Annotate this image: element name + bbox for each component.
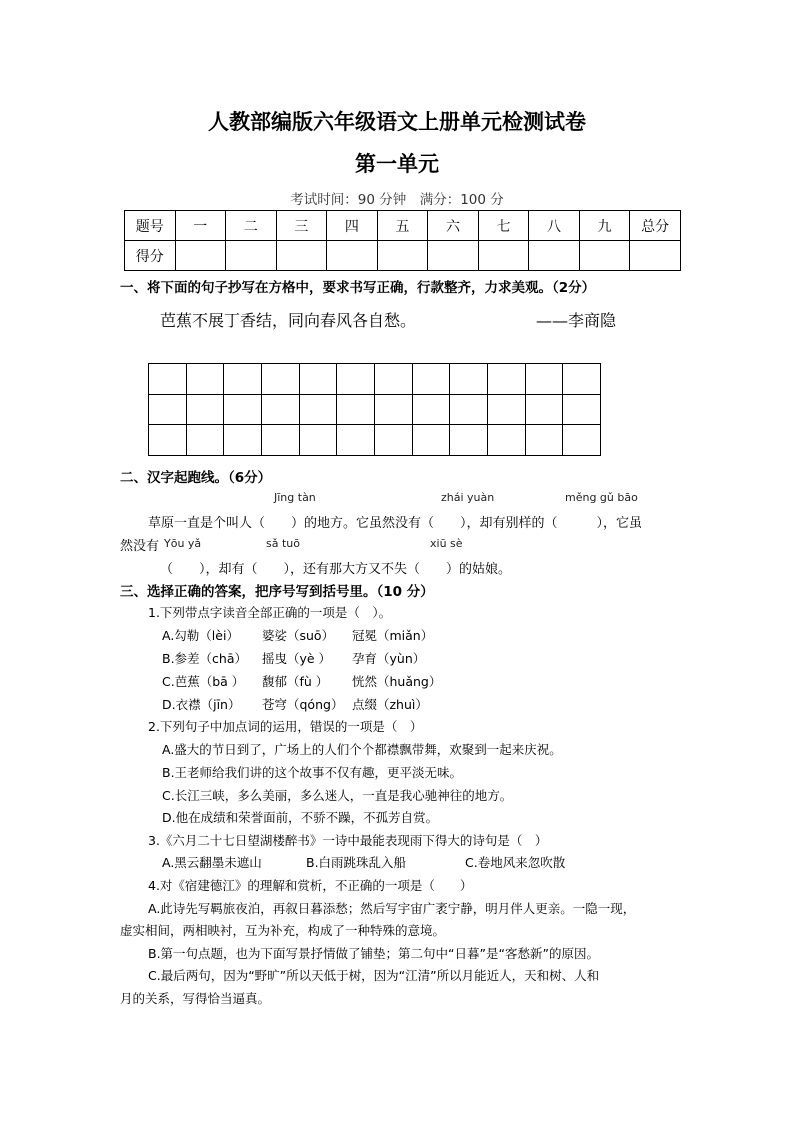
score-row-label: 得分 — [125, 241, 176, 271]
score-input-cell[interactable] — [579, 241, 630, 271]
fill-in-text: 草原一直是个叫人（ ）的地方。它虽然没有（ ），却有别样的（ ），它虽 — [148, 516, 643, 531]
score-input-cell[interactable] — [226, 241, 277, 271]
question-3: 3.《六月二十七日望湖楼醉书》一诗中最能表现雨下得大的诗句是（ ） — [148, 833, 548, 848]
score-input-cell[interactable] — [529, 241, 580, 271]
score-input-cell[interactable] — [276, 241, 327, 271]
score-cell: 六 — [428, 211, 479, 241]
q1-option: 恍然（huǎng） — [352, 674, 442, 689]
q4-option: 月的关系，写得恰当逼真。 — [120, 991, 271, 1006]
q1-option: 馥郁（fù ） — [262, 674, 329, 689]
section1-heading: 一、将下面的句子抄写在方格中，要求书写正确，行款整齐，力求美观。（2分） — [120, 280, 596, 296]
pinyin-prompt: zhái yuàn — [441, 491, 495, 504]
score-cell: 题号 — [125, 211, 176, 241]
score-input-cell[interactable] — [428, 241, 479, 271]
score-cell: 一 — [175, 211, 226, 241]
page-title: 人教部编版六年级语文上册单元检测试卷 — [208, 109, 586, 134]
exam-info: 考试时间：90 分钟 满分：100 分 — [290, 192, 504, 208]
q1-option: D.衣襟（jīn） — [162, 697, 241, 712]
q2-option: B.王老师给我们讲的这个故事不仅有趣，更平淡无味。 — [162, 765, 463, 780]
poem-line: 芭蕉不展丁香结，同向春风各自愁。 — [160, 311, 417, 330]
score-input-cell[interactable] — [630, 241, 681, 271]
q1-option: 冠冕（miǎn） — [352, 628, 434, 643]
score-cell: 九 — [579, 211, 630, 241]
question-4: 4.对《宿建德江》的理解和赏析，不正确的一项是（ ） — [148, 878, 473, 893]
pinyin-prompt: Jīng tàn — [274, 491, 316, 504]
question-2: 2.下列句子中加点词的运用，错误的一项是（ ） — [148, 719, 423, 734]
q2-option: A.盛大的节日到了，广场上的人们个个都襟飘带舞，欢聚到一起来庆祝。 — [162, 742, 562, 757]
score-cell: 总分 — [630, 211, 681, 241]
q4-option: B.第一句点题，也为下面写景抒情做了铺垫；第二句中“日暮”是“客愁新”的原因。 — [148, 946, 599, 961]
q1-option: C.芭蕉（bā ） — [162, 674, 245, 689]
question-1: 1.下列带点字读音全部正确的一项是（ ）。 — [148, 605, 392, 620]
q4-option: A.此诗先写羁旅夜泊，再叙日暮添愁；然后写宇宙广袤宁静，明月伴人更亲。一隐一现， — [148, 901, 636, 916]
poem-author: ——李商隐 — [536, 311, 617, 330]
score-input-cell[interactable] — [478, 241, 529, 271]
score-cell: 四 — [327, 211, 378, 241]
score-table-score-row — [125, 241, 681, 271]
score-cell: 二 — [226, 211, 277, 241]
score-input-cell[interactable] — [175, 241, 226, 271]
q1-option: 孕育（yùn） — [352, 651, 426, 666]
q1-option: 婆娑（suō） — [262, 628, 335, 643]
score-table-header-row — [125, 211, 681, 241]
score-input-cell[interactable] — [377, 241, 428, 271]
score-cell: 七 — [478, 211, 529, 241]
fill-in-text: （ ），却有（ ），还有那大方又不失（ ）的姑娘。 — [160, 562, 512, 577]
pinyin-prompt: xiū sè — [430, 537, 463, 550]
pinyin-prompt: měng gǔ bāo — [565, 491, 638, 504]
score-table — [124, 210, 681, 271]
q3-option: C.卷地风来忽吹散 — [465, 855, 566, 870]
pinyin-prompt: sǎ tuō — [266, 537, 300, 550]
q1-option: 摇曳（yè ） — [262, 651, 332, 666]
unit-title: 第一单元 — [355, 151, 439, 176]
q2-option: D.他在成绩和荣誉面前，不骄不躁，不孤芳自赏。 — [162, 810, 439, 825]
q1-option: A.勾勒（lèi） — [162, 628, 239, 643]
q1-option: B.参差（chā） — [162, 651, 248, 666]
q4-option: C.最后两句，因为“野旷”所以天低于树，因为“江清”所以月能近人，天和树、人和 — [148, 968, 600, 983]
pinyin-prompt: Yōu yǎ — [164, 537, 202, 550]
section3-heading: 三、选择正确的答案，把序号写到括号里。（10 分） — [120, 584, 434, 600]
score-cell: 五 — [377, 211, 428, 241]
score-input-cell[interactable] — [327, 241, 378, 271]
fill-in-text: 然没有 — [120, 539, 160, 554]
score-cell: 三 — [276, 211, 327, 241]
q4-option: 虚实相间，两相映衬，互为补充，构成了一种特殊的意境。 — [120, 923, 446, 938]
q2-option: C.长江三峡，多么美丽，多么迷人，一直是我心驰神往的地方。 — [162, 788, 513, 803]
q3-option: B.白雨跳珠乱入船 — [306, 855, 407, 870]
score-cell: 八 — [529, 211, 580, 241]
writing-grid[interactable] — [148, 363, 601, 456]
section2-heading: 二、汉字起跑线。（6分） — [120, 470, 272, 486]
q1-option: 点缀（zhuì） — [352, 697, 428, 712]
q3-option: A.黑云翻墨未遮山 — [162, 855, 262, 870]
q1-option: 苍穹（qóng） — [262, 697, 344, 712]
